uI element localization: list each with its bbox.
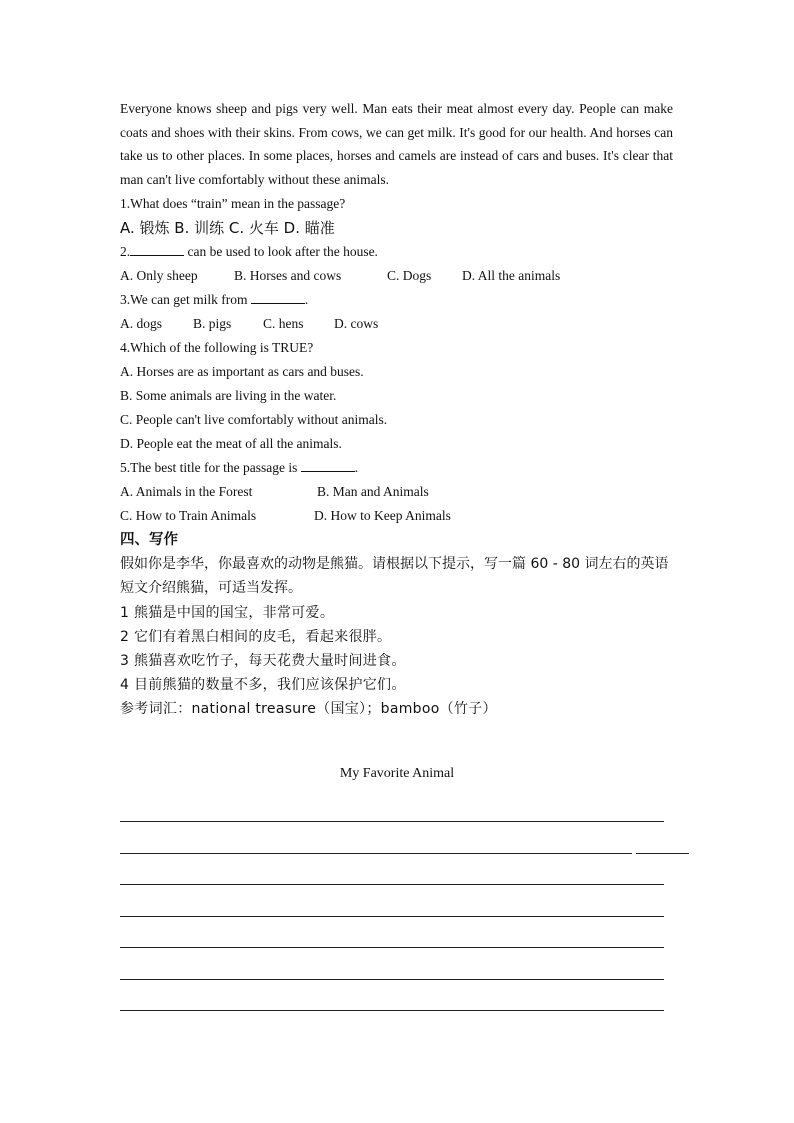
question-1-options: A. 锻炼 B. 训练 C. 火车 D. 瞄准 — [120, 218, 335, 237]
option-b: B. Horses and cows — [234, 267, 342, 283]
option-a: A. Horses are as important as cars and buses. — [120, 363, 364, 379]
reading-passage: Everyone knows sheep and pigs very well. Man eats their meat almost every day. People can make coats and shoes with their skins. From cows, we can get milk. It's good for our health. And horses can take us to other places. In some places, horses and camels are instead of cars and buses. It's clear that man can't live comfortably without these animals. — [120, 101, 673, 188]
question-2-options — [120, 264, 673, 288]
hint-3: 3 熊猫喜欢吃竹子，每天花费大量时间进食。 — [120, 652, 406, 669]
option-c: C. How to Train Animals — [120, 507, 257, 523]
hint-2: 2 它们有着黑白相间的皮毛，看起来很胖。 — [120, 628, 392, 645]
writing-lines[interactable] — [120, 821, 664, 1042]
writing-line[interactable] — [120, 916, 664, 917]
option-a: A. Only sheep — [120, 267, 198, 283]
writing-prompt: 假如你是李华，你最喜欢的动物是熊猫。请根据以下提示，写一篇 60 - 80 词左右的英语短文介绍熊猫，可适当发挥。 — [120, 555, 669, 597]
answer-blank — [130, 243, 184, 256]
option-d: D. People eat the meat of all the animals. — [120, 435, 342, 451]
question-5-options-row-2 — [120, 504, 673, 528]
option-b: B. pigs — [193, 315, 232, 331]
option-d: D. How to Keep Animals — [314, 507, 451, 523]
option-a: A. dogs — [120, 315, 163, 331]
question-1-stem: 1.What does “train” mean in the passage? — [120, 195, 346, 211]
question-2-stem — [120, 240, 673, 264]
writing-line[interactable] — [120, 1010, 664, 1011]
question-5-period: . — [354, 459, 359, 475]
option-a: A. Animals in the Forest — [120, 483, 253, 499]
option-c: C. People can't live comfortably without animals. — [120, 411, 388, 427]
option-d: D. All the animals — [462, 267, 561, 283]
option-c: C. hens — [263, 315, 304, 331]
hint-1: 1 熊猫是中国的国宝，非常可爱。 — [120, 604, 335, 621]
answer-blank — [251, 291, 305, 304]
hint-4: 4 目前熊猫的数量不多，我们应该保护它们。 — [120, 676, 406, 693]
writing-line[interactable] — [120, 947, 664, 948]
answer-blank — [301, 459, 355, 472]
question-5-text: 5.The best title for the passage is — [120, 459, 298, 475]
question-3-period: . — [304, 291, 309, 307]
writing-line[interactable] — [120, 884, 664, 885]
reference-vocabulary: 参考词汇：national treasure（国宝）；bamboo（竹子） — [120, 700, 497, 717]
composition-title: My Favorite Animal — [339, 766, 455, 781]
question-4-stem: 4.Which of the following is TRUE? — [120, 339, 314, 355]
writing-line[interactable] — [120, 821, 664, 822]
question-3-options — [120, 312, 673, 336]
option-c: C. Dogs — [387, 267, 432, 283]
option-b: B. Some animals are living in the water. — [120, 387, 337, 403]
question-3-text: 3.We can get milk from — [120, 291, 248, 307]
question-2-text: can be used to look after the house. — [187, 243, 378, 259]
worksheet-page — [120, 97, 673, 721]
writing-section-title: 四、写作 — [120, 531, 178, 548]
writing-line[interactable] — [120, 853, 664, 854]
option-d: D. cows — [334, 315, 379, 331]
question-5-options-row-1 — [120, 480, 673, 504]
option-b: B. Man and Animals — [317, 483, 429, 499]
question-5-stem — [120, 456, 673, 480]
writing-line[interactable] — [120, 979, 664, 980]
question-2-number: 2. — [120, 243, 131, 259]
question-3-stem — [120, 288, 673, 312]
